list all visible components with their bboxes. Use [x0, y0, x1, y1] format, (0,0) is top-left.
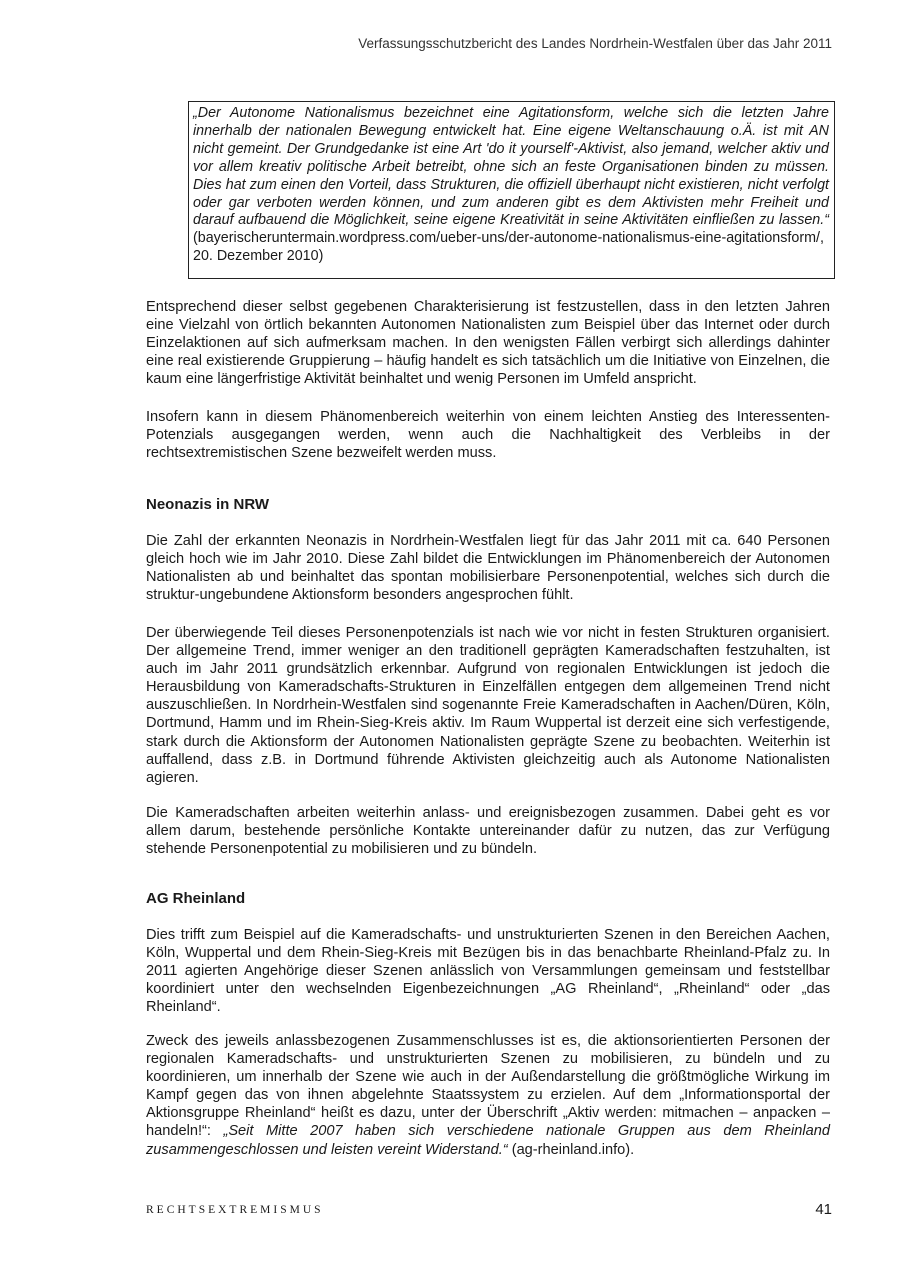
paragraph-neonazi-count: Die Zahl der erkannten Neonazis in Nordrhein-Westfalen liegt für das Jahr 2011 mit ca. 640 Personen gleich hoch wie im Jahr 2010. Diese Zahl bildet die Entwicklungen im Phänomenbereich der Autonomen Nationalisten ab und beinhaltet das spontan mobilisierbare Personenpotential, welches sich durch die struktur-ungebundene Aktionsform besonders angesprochen fühlt. — [146, 533, 830, 604]
paragraph-potential: Insofern kann in diesem Phänomenbereich weiterhin von einem leichten Anstieg des Interessenten-Potenzials ausgegangen werden, wenn auch die Nachhaltigkeit des Verbleibs in der rechtsextremistischen Szene bezweifelt werden muss. — [146, 409, 830, 462]
paragraph-kameradschaften: Die Kameradschaften arbeiten weiterhin anlass- und ereignisbezogen zusammen. Dabei geht es vor allem darum, bestehende persönliche Kontakte untereinander dafür zu nutzen, das zur Verfügung stehende Personenpotential zu mobilisieren und zu bündeln. — [146, 805, 830, 858]
paragraph-characterization: Entsprechend dieser selbst gegebenen Charakterisierung ist festzustellen, dass in den letzten Jahren eine Vielzahl von örtlich bekannten Autonomen Nationalisten zum Beispiel über das Internet oder durch Einzelaktionen auf sich aufmerksam machen. In den wenigsten Fällen verbirgt sich allerdings dahinter eine real existierende Gruppierung – häufig handelt es sich tatsächlich um die Initiative von Einzelnen, die kaum eine längerfristige Aktivität beinhaltet und wenig Personen im Umfeld anspricht. — [146, 299, 830, 388]
heading-ag-rheinland: AG Rheinland — [146, 890, 246, 907]
heading-neonazis-nrw: Neonazis in NRW — [146, 496, 270, 513]
purpose-source: (ag-rheinland.info). — [507, 1141, 635, 1158]
paragraph-ag-rheinland-purpose — [146, 1032, 830, 1159]
quote-box — [188, 101, 835, 279]
running-header: Verfassungsschutzbericht des Landes Nordrhein-Westfalen über das Jahr 2011 — [358, 36, 832, 51]
purpose-quote: „Seit Mitte 2007 haben sich verschiedene nationale Gruppen aus dem Rheinland zusammengeschlossen und leisten vereint Widerstand.“ — [146, 1123, 830, 1158]
paragraph-structures: Der überwiegende Teil dieses Personenpotenzials ist nach wie vor nicht in festen Strukturen organisiert. Der allgemeine Trend, immer weniger an den traditionell geprägten Kameradschaften festzuhalten, ist auch im Jahr 2011 grundsätzlich erkennbar. Aufgrund von regionalen Entwicklungen ist jedoch die Herausbildung von Kameradschafts-Strukturen in Einzelfällen entgegen dem allgemeinen Trend nicht auszuschließen. In Nordrhein-Westfalen sind sogenannte Freie Kameradschaften in Aachen/Düren, Köln, Dortmund, Hamm und im Rhein-Sieg-Kreis aktiv. Im Raum Wuppertal ist derzeit eine sich verfestigende, stark durch die Aktionsform der Autonomen Nationalisten geprägte Szene zu beobachten. Weiterhin ist auffallend, dass z.B. in Dortmund führende Aktivisten gleichzeitig auch als Autonome Nationalisten agieren. — [146, 625, 830, 786]
paragraph-ag-rheinland-scenes: Dies trifft zum Beispiel auf die Kameradschafts- und unstrukturierten Szenen in den Bereichen Aachen, Köln, Wuppertal und dem Rhein-Sieg-Kreis mit Bezügen bis in das benachbarte Rheinland-Pfalz zu. In 2011 agierten Angehörige dieser Szenen anlässlich von Versammlungen gemeinsam und feststellbar koordiniert unter den wechselnden Eigenbezeichnungen „AG Rheinland“, „Rheinland“ oder „das Rheinland“. — [146, 927, 830, 1016]
footer-section-label: RECHTSEXTREMISMUS — [146, 1204, 324, 1216]
page-number: 41 — [815, 1201, 832, 1218]
quote-source: (bayerischeruntermain.wordpress.com/ueber-uns/der-autonome-nationalismus-eine-agitationsform/, 20. Dezember 2010) — [193, 230, 824, 265]
quote-text: „Der Autonome Nationalismus bezeichnet eine Agitationsform, welche sich die letzten Jahre innerhalb der nationalen Bewegung entwickelt hat. Eine eigene Weltanschauung o.Ä. ist mit AN nicht gemeint. Der Grundgedanke ist eine Art 'do it yourself'-Aktivist, also jemand, welcher aktiv und vor allem kreativ politische Arbeit betreibt, ohne sich an feste Organisationen binden zu müssen. Dies hat zum einen den Vorteil, dass Strukturen, die offiziell überhaupt nicht existieren, nicht verfolgt oder gar verboten werden können, und zum anderen gibt es dem Aktivisten mehr Freiheit und darauf aufbauend die Möglichkeit, seine eigene Kreativität in seine Aktivitäten einfließen zu lassen.“ — [193, 105, 829, 229]
purpose-text: Zweck des jeweils anlassbezogenen Zusammenschlusses ist es, die aktionsorientierten Personen der regionalen Kameradschafts- und unstrukturierten Szenen zu mobilisieren, zu bündeln und zu koordinieren, um innerhalb der Szene wie auch in der Außendarstellung die größtmögliche Wirkung im Kampf gegen das von ihnen abgelehnte Staatssystem zu erzielen. Auf dem „Informationsportal der Aktionsgruppe Rheinland“ heißt es dazu, unter der Überschrift „Aktiv werden: mitmachen – anpacken – handeln!“: — [146, 1033, 830, 1140]
